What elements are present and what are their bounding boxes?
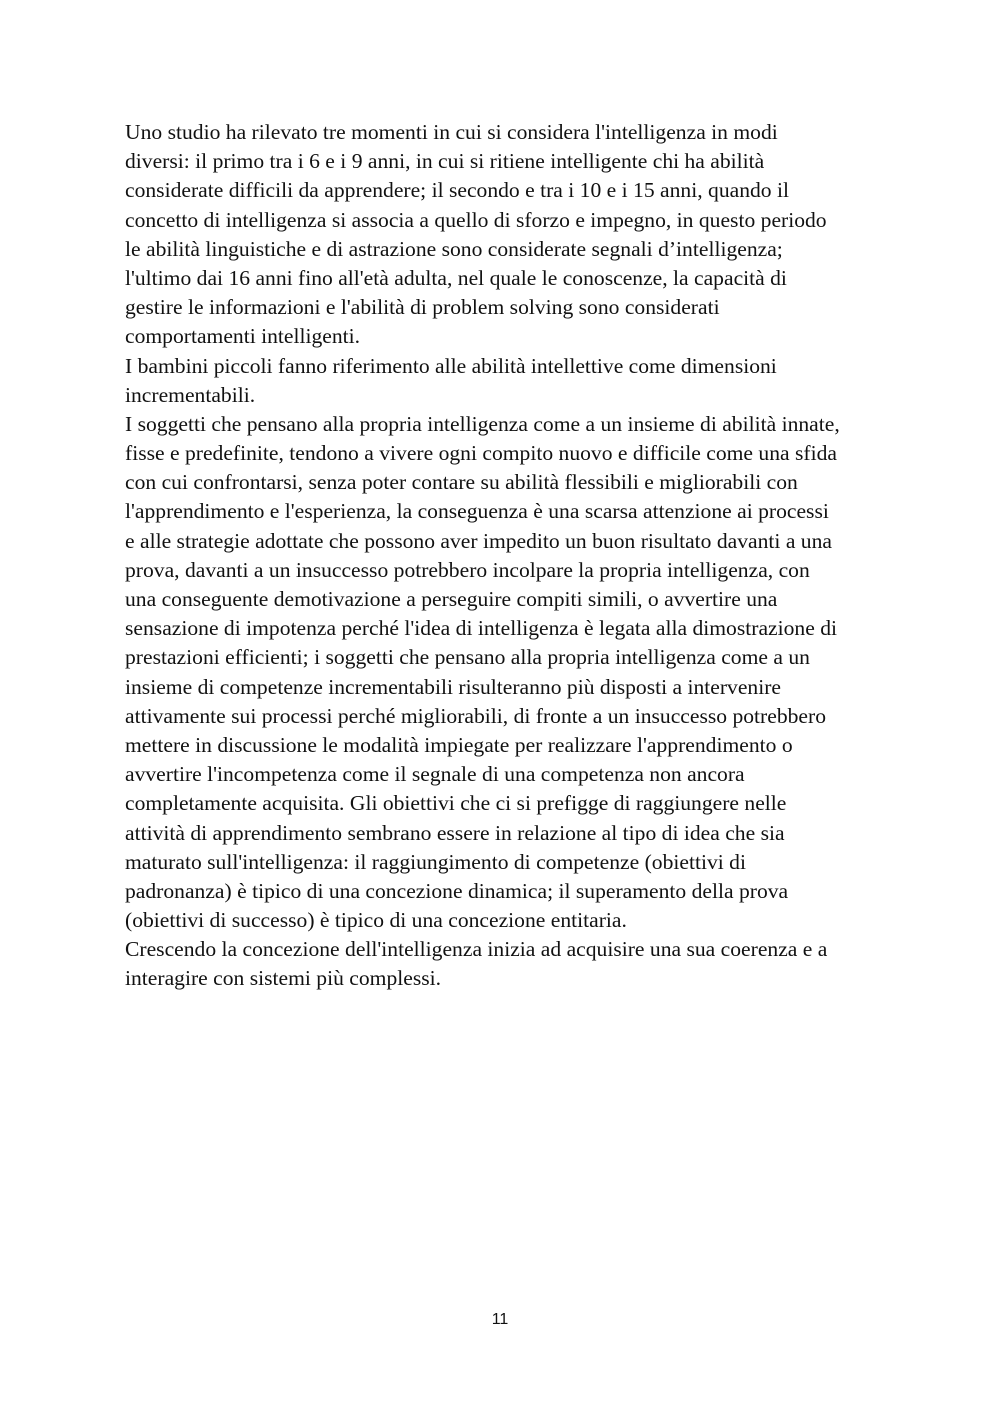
text-line: completamente acquisita. Gli obiettivi che ci si prefigge di raggiungere nelle bbox=[125, 791, 787, 816]
text-line: comportamenti intelligenti. bbox=[125, 324, 361, 349]
text-line: insieme di competenze incrementabili risulteranno più disposti a intervenire bbox=[125, 674, 782, 699]
text-line: maturato sull'intelligenza: il raggiungimento di competenze (obiettivi di bbox=[125, 849, 746, 874]
text-line: concetto di intelligenza si associa a quello di sforzo e impegno, in questo periodo bbox=[125, 207, 827, 232]
text-line: prestazioni efficienti; i soggetti che pensano alla propria intelligenza come a un bbox=[125, 645, 810, 670]
text-line: l'ultimo dai 16 anni fino all'età adulta, nel quale le conoscenze, la capacità di bbox=[125, 265, 787, 290]
text-line: diversi: il primo tra i 6 e i 9 anni, in cui si ritiene intelligente chi ha abilità bbox=[125, 149, 765, 174]
text-line: mettere in discussione le modalità impiegate per realizzare l'apprendimento o bbox=[125, 732, 793, 757]
text-line: fisse e predefinite, tendono a vivere ogni compito nuovo e difficile come una sfida bbox=[125, 441, 837, 466]
text-line: considerate difficili da apprendere; il secondo e tra i 10 e i 15 anni, quando il bbox=[125, 178, 789, 203]
text-line: I soggetti che pensano alla propria intelligenza come a un insieme di abilità innate, bbox=[125, 411, 840, 436]
body-text bbox=[125, 118, 915, 994]
page-number: 11 bbox=[491, 1311, 509, 1328]
text-line: attività di apprendimento sembrano essere in relazione al tipo di idea che sia bbox=[125, 820, 785, 845]
text-line: avvertire l'incompetenza come il segnale di una competenza non ancora bbox=[125, 762, 745, 787]
text-line: padronanza) è tipico di una concezione dinamica; il superamento della prova bbox=[125, 878, 789, 903]
text-line: le abilità linguistiche e di astrazione sono considerate segnali d’intelligenza; bbox=[125, 236, 783, 261]
text-line: sensazione di impotenza perché l'idea di intelligenza è legata alla dimostrazione di bbox=[125, 616, 837, 641]
text-line: una conseguente demotivazione a perseguire compiti simili, o avvertire una bbox=[125, 587, 778, 611]
text-line: l'apprendimento e l'esperienza, la conseguenza è una scarsa attenzione ai processi bbox=[125, 499, 829, 524]
text-line: incrementabili. bbox=[125, 382, 256, 407]
text-line: con cui confrontarsi, senza poter contare su abilità flessibili e migliorabili con bbox=[125, 470, 798, 495]
text-line: gestire le informazioni e l'abilità di problem solving sono considerati bbox=[125, 295, 720, 320]
text-line: e alle strategie adottate che possono aver impedito un buon risultato davanti a una bbox=[125, 528, 832, 553]
text-line: (obiettivi di successo) è tipico di una concezione entitaria. bbox=[125, 908, 627, 933]
text-line: interagire con sistemi più complessi. bbox=[125, 966, 442, 991]
text-line: Uno studio ha rilevato tre momenti in cui si considera l'intelligenza in modi bbox=[125, 120, 778, 144]
text-line: prova, davanti a un insuccesso potrebbero incolpare la propria intelligenza, con bbox=[125, 557, 810, 582]
text-line: Crescendo la concezione dell'intelligenza inizia ad acquisire una sua coerenza e a bbox=[125, 937, 828, 962]
text-line: I bambini piccoli fanno riferimento alle abilità intellettive come dimensioni bbox=[125, 353, 777, 378]
text-line: attivamente sui processi perché migliorabili, di fronte a un insuccesso potrebbero bbox=[125, 703, 826, 728]
